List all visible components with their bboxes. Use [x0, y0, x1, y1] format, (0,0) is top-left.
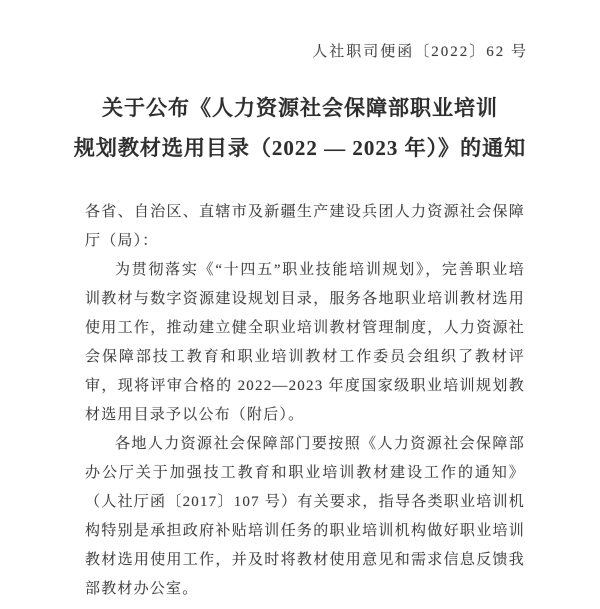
document-title-line-1: 关于公布《人力资源社会保障部职业培训 — [102, 96, 498, 120]
document-title — [40, 88, 560, 168]
document-title-line-2: 规划教材选用目录（2022 — 2023 年）》的通知 — [73, 136, 527, 160]
body-paragraph-1: 为贯彻落实《“十四五”职业技能培训规划》，完善职业培训教材与数字资源建设规划目录，服务各地职业培训教材选用使用工作，推动建立健全职业培训教材管理制度，人力资源社会保障部技工教育和职业培训教材工作委员会组织了教材评审，现将评审合格的 2022—2023 年度国家级职业培训规划教材选用目录予以公布（附后）。 — [85, 262, 525, 423]
salutation-line: 各省、自治区、直辖市及新疆生产建设兵团人力资源社会保障厅（局）： — [85, 204, 525, 249]
document-body — [85, 198, 525, 604]
document-reference-number: 人社职司便函〔2022〕62 号 — [312, 44, 528, 60]
body-paragraph-2: 各地人力资源社会保障部门要按照《人力资源社会保障部办公厅关于加强技工教育和职业培训教材建设工作的通知》（人社厅函〔2017〕107 号）有关要求，指导各类职业培训机构特别是承担政府补贴培训任务的职业培训机构做好职业培训教材选用使用工作，并及时将教材使用意见和需求信息反馈我部教材办公室。 — [85, 436, 525, 597]
